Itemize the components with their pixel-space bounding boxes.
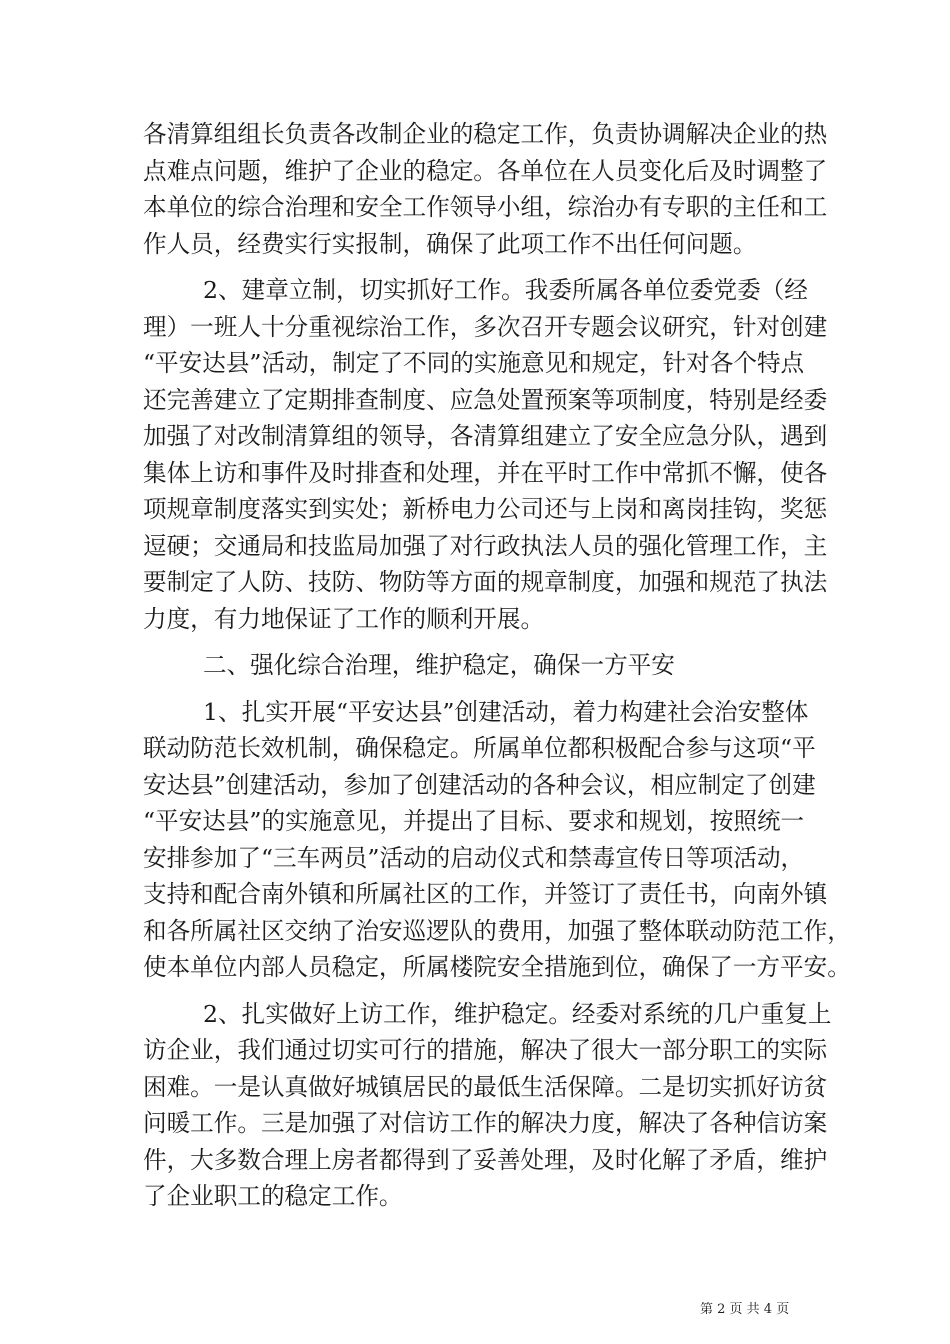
text-line: 力度，有力地保证了工作的顺利开展。 bbox=[143, 604, 545, 633]
text-line: 本单位的综合治理和安全工作领导小组，综治办有专职的主任和工 bbox=[143, 193, 828, 221]
section-heading bbox=[143, 647, 813, 684]
text-line: 件，大多数合理上房者都得到了妥善处理，及时化解了矛盾，维护 bbox=[143, 1145, 828, 1174]
text-line: 还完善建立了定期排查制度、应急处置预案等项制度，特别是经委 bbox=[143, 385, 828, 414]
paragraph bbox=[143, 694, 851, 986]
text-line: 逗硬；交通局和技监局加强了对行政执法人员的强化管理工作，主 bbox=[143, 531, 828, 560]
text-line: 项规章制度落实到实处；新桥电力公司还与上岗和离岗挂钩，奖惩 bbox=[143, 495, 828, 523]
text-line: 安达县”创建活动，参加了创建活动的各种会议，相应制定了创建 bbox=[143, 770, 816, 799]
text-line: 2、建章立制，切实抓好工作。我委所属各单位委党委（经 bbox=[203, 276, 808, 304]
text-line: 加强了对改制清算组的领导，各清算组建立了安全应急分队，遇到 bbox=[143, 422, 828, 450]
text-line: 理）一班人十分重视综治工作，多次召开专题会议研究，针对创建 bbox=[143, 312, 828, 341]
page-number: 第 2 页 共 4 页 bbox=[700, 1302, 790, 1317]
text-line: 访企业，我们通过切实可行的措施，解决了很大一部分职工的实际 bbox=[143, 1036, 828, 1064]
paragraph bbox=[143, 996, 832, 1215]
text-line: “平安达县”的实施意见，并提出了目标、要求和规划，按照统一 bbox=[143, 807, 805, 835]
text-line: 联动防范长效机制，确保稳定。所属单位都积极配合参与这项“平 bbox=[143, 734, 816, 762]
text-line: 和各所属社区交纳了治安巡逻队的费用，加强了整体联动防范工作， bbox=[143, 916, 851, 945]
text-line: 作人员，经费实行实报制，确保了此项工作不出任何问题。 bbox=[143, 229, 757, 258]
document-body bbox=[143, 116, 851, 1215]
text-line: 问暖工作。三是加强了对信访工作的解决力度，解决了各种信访案 bbox=[143, 1109, 828, 1137]
text-line: 1、扎实开展“平安达县”创建活动，着力构建社会治安整体 bbox=[203, 697, 809, 726]
text-line: 2、扎实做好上访工作，维护稳定。经委对系统的几户重复上 bbox=[203, 999, 832, 1028]
text-line: 支持和配合南外镇和所属社区的工作，并签订了责任书，向南外镇 bbox=[143, 880, 828, 908]
text-line: 困难。一是认真做好城镇居民的最低生活保障。二是切实抓好访贫 bbox=[143, 1072, 828, 1101]
text-line: “平安达县”活动，制定了不同的实施意见和规定，针对各个特点 bbox=[143, 349, 805, 377]
text-line: 二、强化综合治理，维护稳定，确保一方平安 bbox=[203, 651, 675, 679]
text-line: 集体上访和事件及时排查和处理，并在平时工作中常抓不懈，使各 bbox=[143, 458, 828, 487]
text-line: 各清算组组长负责各改制企业的稳定工作，负责协调解决企业的热 bbox=[143, 120, 828, 148]
text-line: 使本单位内部人员稳定，所属楼院安全措施到位，确保了一方平安。 bbox=[143, 953, 851, 981]
paragraph bbox=[143, 116, 828, 262]
text-line: 点难点问题，维护了企业的稳定。各单位在人员变化后及时调整了 bbox=[143, 156, 828, 185]
text-line: 要制定了人防、技防、物防等方面的规章制度，加强和规范了执法 bbox=[143, 568, 828, 596]
text-line: 安排参加了“三车两员”活动的启动仪式和禁毒宣传日等项活动， bbox=[143, 843, 805, 872]
paragraph bbox=[143, 272, 828, 637]
text-line: 了企业职工的稳定工作。 bbox=[143, 1182, 403, 1210]
